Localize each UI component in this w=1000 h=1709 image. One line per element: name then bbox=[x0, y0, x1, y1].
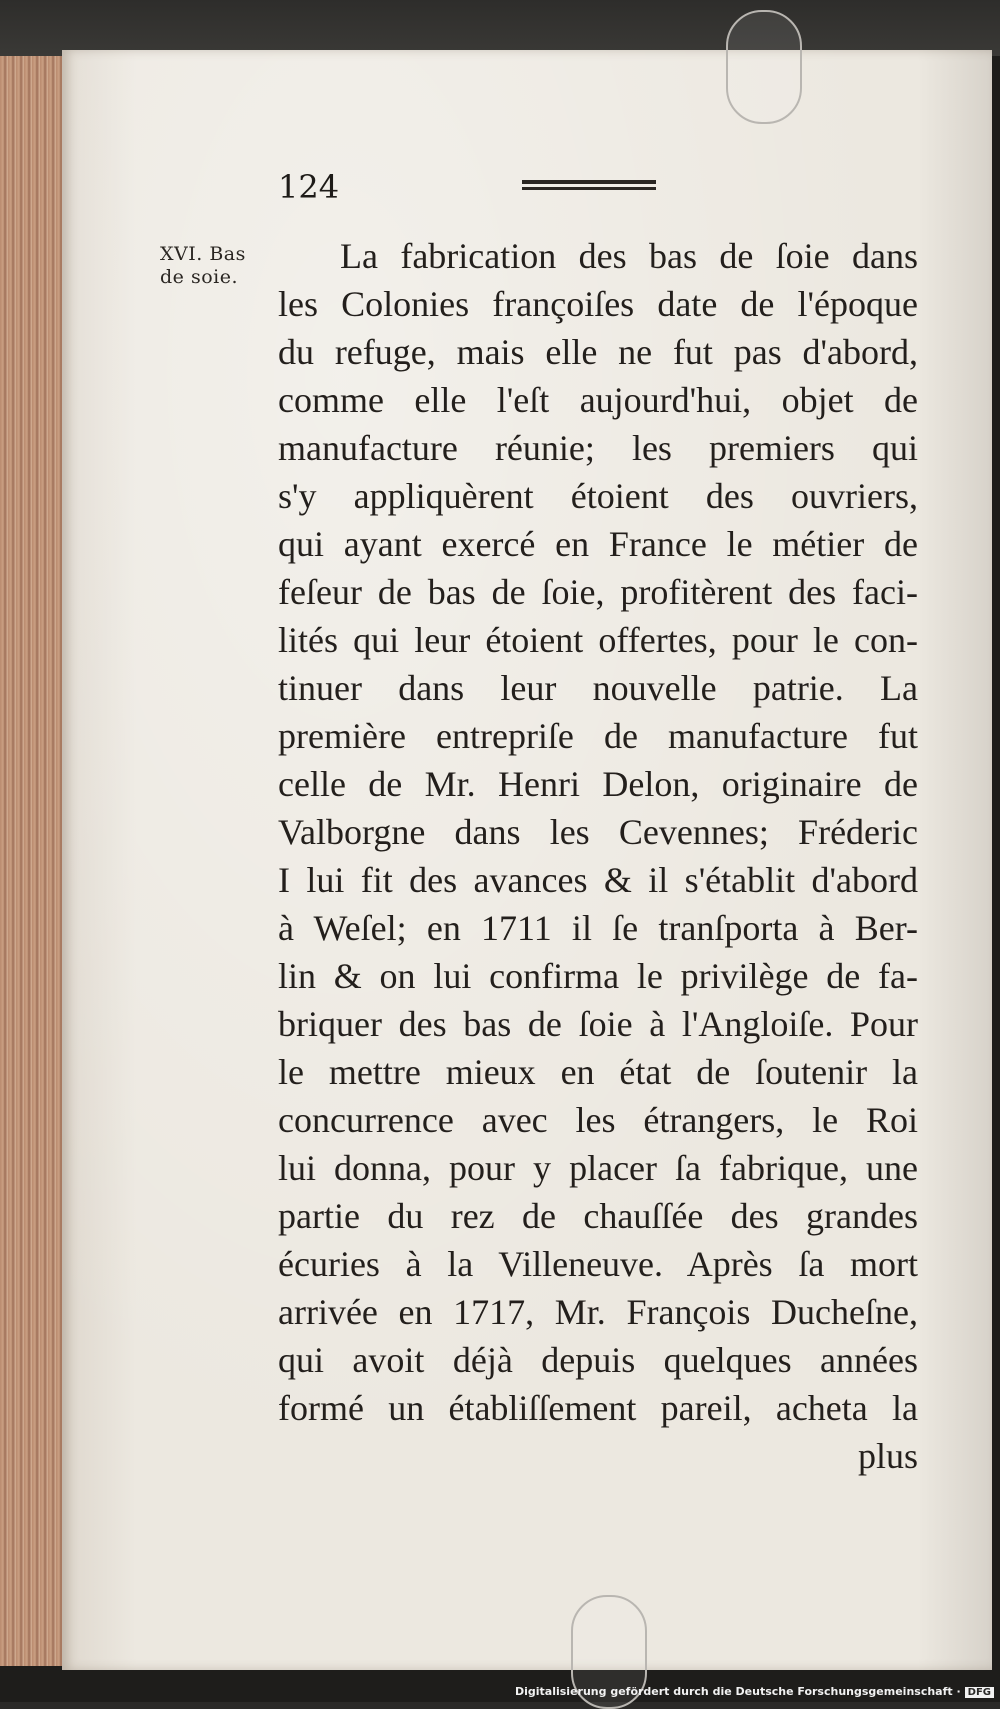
credit-text: Digitalisierung gefördert durch die Deutsche Forschungsgemeinschaft · bbox=[514, 1685, 961, 1698]
header-ornament-rule bbox=[522, 180, 656, 192]
text-line: celle de Mr. Henri Delon, originaire de bbox=[278, 764, 918, 804]
text-line: briquer des bas de ſoie à l'Angloiſe. Pour bbox=[278, 1004, 918, 1044]
text-line: écuries à la Villeneuve. Après ſa mort bbox=[278, 1244, 918, 1284]
catchword: plus bbox=[857, 1436, 918, 1476]
dfg-logo: DFG bbox=[965, 1687, 994, 1698]
margin-note-line: XVI. Bas bbox=[160, 243, 246, 265]
text-line: première entrepriſe de manufacture fut bbox=[278, 716, 918, 756]
text-line: partie du rez de chauſſée des grandes bbox=[278, 1196, 918, 1236]
margin-note bbox=[160, 243, 280, 289]
text-line: I lui fit des avances & il s'établit d'abord bbox=[278, 860, 918, 900]
text-line: lui donna, pour y placer ſa fabrique, une bbox=[278, 1148, 918, 1188]
digitization-credit bbox=[515, 1685, 994, 1698]
body-text bbox=[278, 232, 918, 1480]
text-line: comme elle l'eſt aujourd'hui, objet de bbox=[278, 380, 918, 420]
text-line: s'y appliquèrent étoient des ouvriers, bbox=[278, 476, 918, 516]
text-line: formé un établiſſement pareil, acheta la bbox=[278, 1388, 918, 1428]
text-line: à Weſel; en 1711 il ſe tranſporta à Ber- bbox=[278, 908, 918, 948]
text-line: le mettre mieux en état de ſoutenir la bbox=[278, 1052, 918, 1092]
text-line: qui ayant exercé en France le métier de bbox=[278, 524, 918, 564]
text-line: manufacture réunie; les premiers qui bbox=[278, 428, 918, 468]
text-line: tinuer dans leur nouvelle patrie. La bbox=[278, 668, 918, 708]
page-clip-top bbox=[726, 10, 802, 124]
text-line: qui avoit déjà depuis quelques années bbox=[278, 1340, 918, 1380]
text-line: lités qui leur étoient offertes, pour le con- bbox=[278, 620, 918, 660]
text-line: concurrence avec les étrangers, le Roi bbox=[278, 1100, 918, 1140]
text-line: La fabrication des bas de ſoie dans bbox=[340, 236, 918, 276]
margin-note-line: de soie. bbox=[160, 266, 238, 288]
text-line: arrivée en 1717, Mr. François Ducheſne, bbox=[278, 1292, 918, 1332]
text-line: Valborgne dans les Cevennes; Fréderic bbox=[278, 812, 918, 852]
text-line: du refuge, mais elle ne fut pas d'abord, bbox=[278, 332, 918, 372]
text-line: lin & on lui confirma le privilège de fa- bbox=[278, 956, 918, 996]
text-line: les Colonies françoiſes date de l'époque bbox=[278, 284, 918, 324]
scanner-top-band bbox=[0, 0, 1000, 56]
page-number: 124 bbox=[278, 168, 340, 206]
text-line: feſeur de bas de ſoie, profitèrent des faci- bbox=[278, 572, 918, 612]
